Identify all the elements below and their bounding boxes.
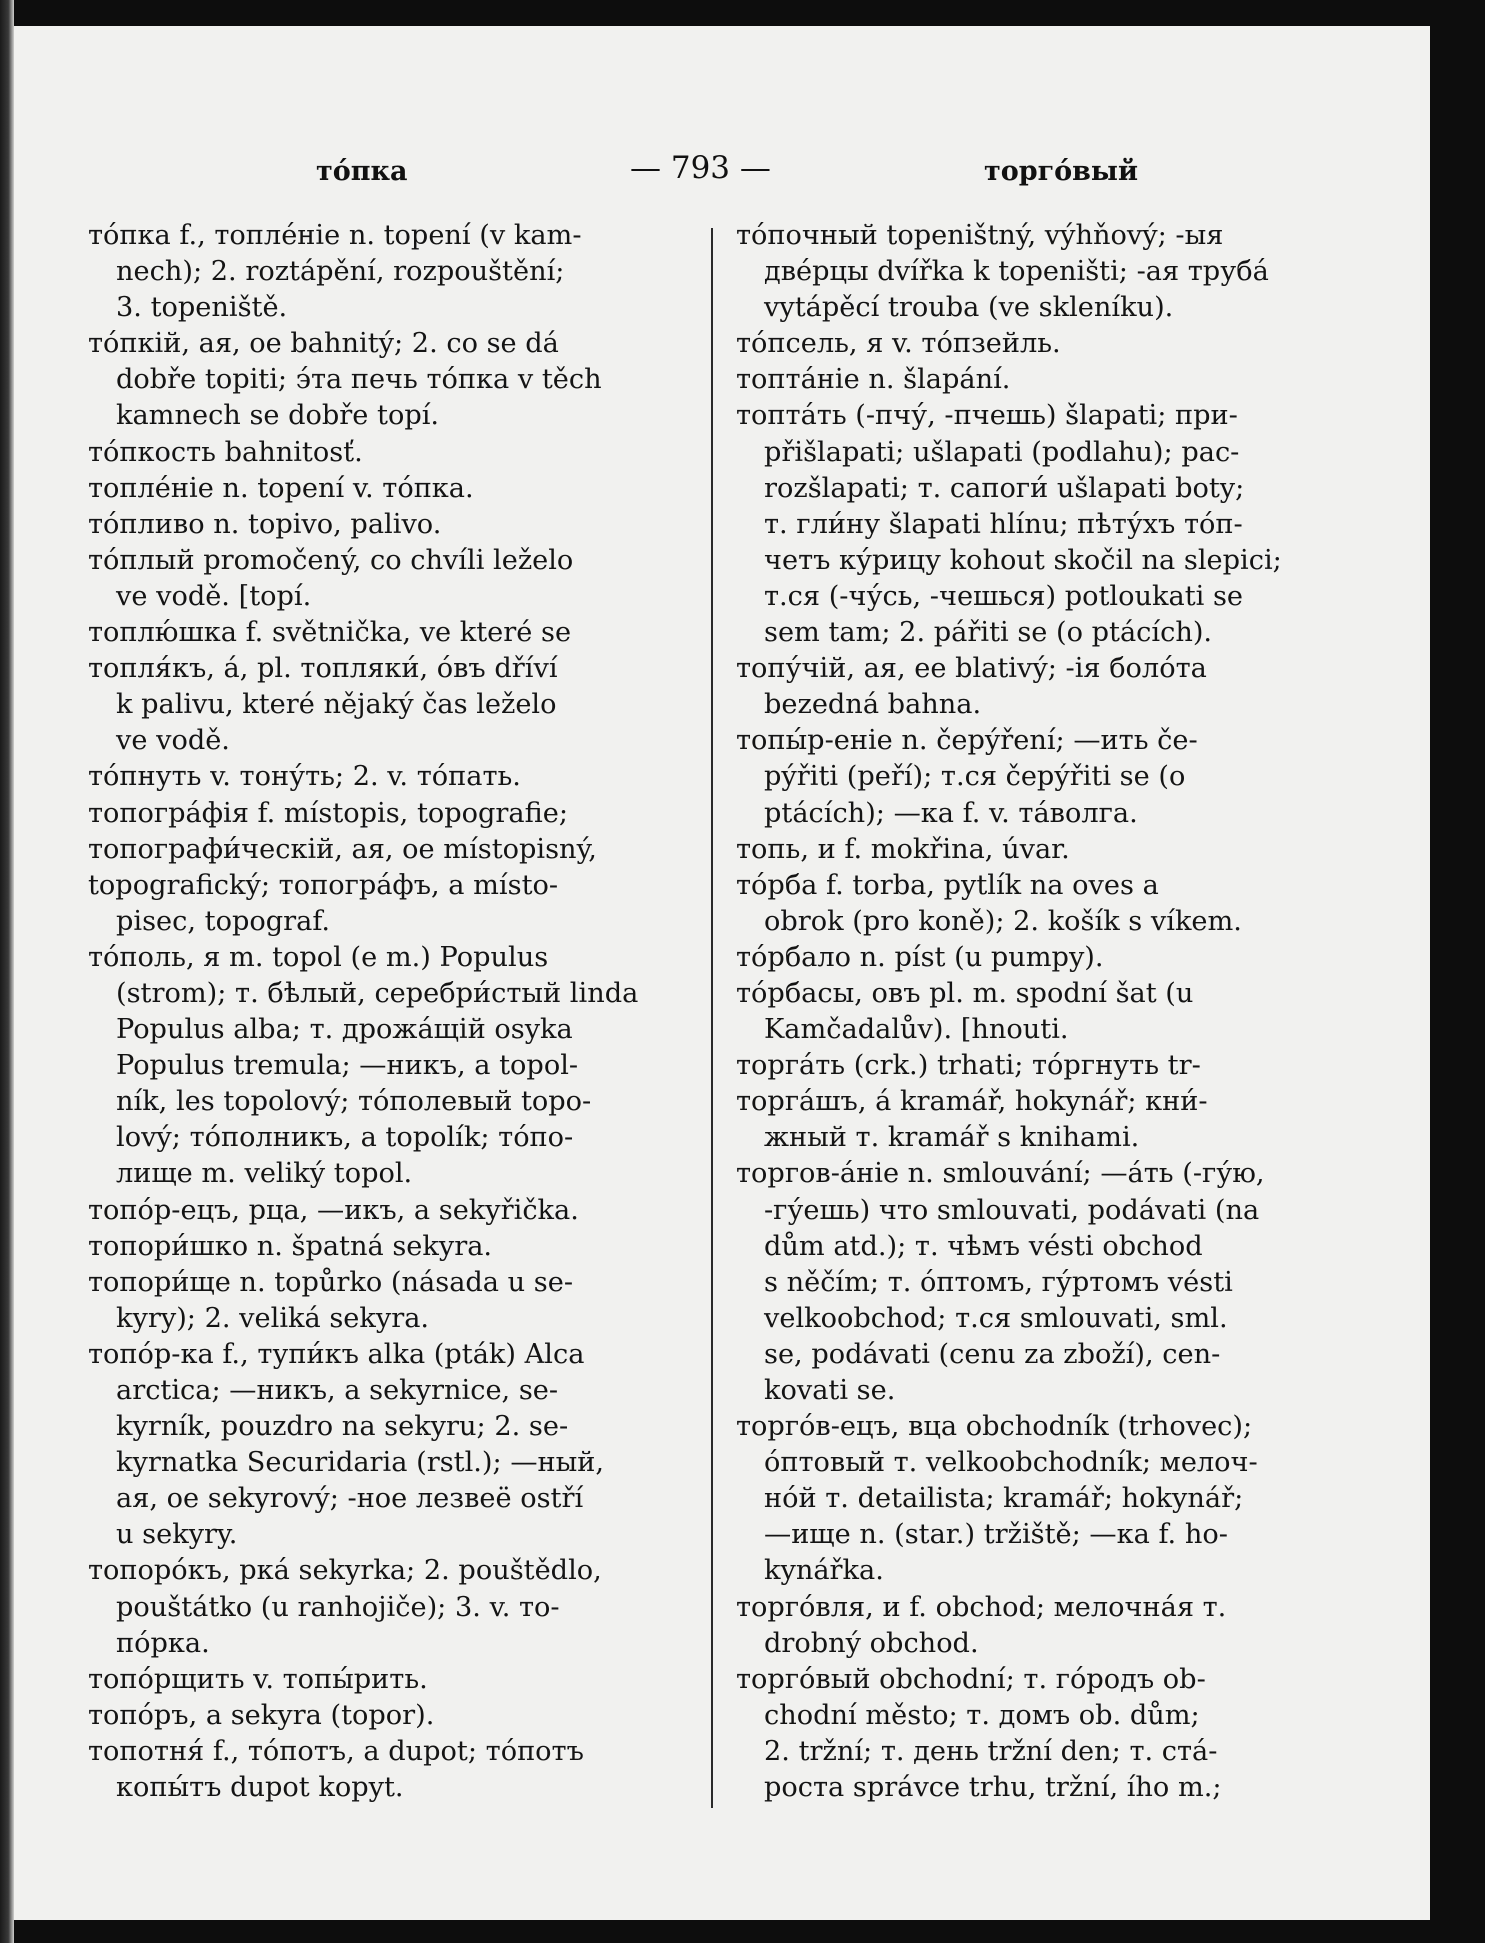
entry-headword-line: торго́вля, и f. obchod; мелочна́я т. xyxy=(736,1591,1227,1623)
entry-headword-line: то́пкій, ая, ое bahnitý; 2. co se dá xyxy=(88,328,559,360)
entry-continuation-line: Populus tremula; —никъ, a topol- xyxy=(116,1050,579,1082)
entry-headword-line: топта́ть (-пчу́, -пчешь) šlapati; при- xyxy=(736,400,1238,432)
entry-continuation-line: přišlapati; ušlapati (podlahu); рас- xyxy=(764,436,1240,468)
entry-continuation-line: две́рцы dvířka k topeništi; -ая труба́ xyxy=(764,256,1269,288)
entry-headword-line: топогра́фія f. místopis, topografie; xyxy=(88,797,569,829)
entry-continuation-line: pisec, topograf. xyxy=(116,905,331,937)
entry-headword-line: торга́шъ, á kramář, hokynář; кни́- xyxy=(736,1086,1208,1118)
entry-headword-line: топо́ръ, a sekyra (topor). xyxy=(88,1699,435,1731)
entry-continuation-line: pýřiti (peří); т.ся čepýřiti se (o xyxy=(764,761,1186,793)
entry-continuation-line: ník, les topolový; то́полевый topo- xyxy=(116,1086,592,1118)
entry-continuation-line: лище m. veliký topol. xyxy=(116,1158,413,1190)
entry-continuation-line: т.ся (-чу́сь, -чешься) potloukati se xyxy=(764,580,1243,612)
header-left-guide-word: то́пка xyxy=(316,156,408,187)
entry-continuation-line: se, podávati (cenu za zboží), cen- xyxy=(764,1338,1221,1370)
entry-continuation-line: obrok (pro koně); 2. košík s víkem. xyxy=(764,905,1242,937)
dictionary-page xyxy=(14,26,1430,1920)
entry-headword-line: топо́р-ка f., тупи́къ alka (pták) Alca xyxy=(88,1338,585,1370)
entry-continuation-line: s něčím; т. о́птомъ, гу́ртомъ vésti xyxy=(764,1266,1233,1298)
entry-continuation-line: velkoobchod; т.ся smlouvati, sml. xyxy=(764,1302,1228,1334)
entry-continuation-line: копы́тъ dupot kopyt. xyxy=(116,1772,404,1804)
entry-headword-line: то́рбало n. píst (u pumpy). xyxy=(736,941,1104,973)
entry-headword-line: топоро́къ, рка́ sekyrka; 2. pouštědlo, xyxy=(88,1555,602,1587)
entry-continuation-line: (strom); т. бѣлый, серебри́стый linda xyxy=(116,977,639,1009)
entry-headword-line: то́плый promočený, co chvíli leželo xyxy=(88,544,574,576)
entry-headword-line: то́почный topeništný, výhňový; -ыя xyxy=(736,220,1224,251)
entry-continuation-line: dům atd.); т. чѣмъ vésti obchod xyxy=(764,1230,1203,1262)
entry-continuation-line: ve vodě. xyxy=(116,725,230,757)
entry-headword-line: торго́в-ецъ, вца obchodník (trhovec); xyxy=(736,1411,1253,1443)
column-divider xyxy=(711,228,713,1808)
entry-continuation-line: четъ ку́рицу kohout skočil na slepici; xyxy=(764,544,1282,576)
entry-continuation-line: chodní město; т. домъ ob. dům; xyxy=(764,1699,1200,1731)
entry-continuation-line: rozšlapati; т. сапоги́ ušlapati boty; xyxy=(764,472,1245,504)
entry-continuation-line: kyry); 2. veliká sekyra. xyxy=(116,1302,430,1334)
entry-headword-line: торга́ть (crk.) trhati; то́ргнуть tr- xyxy=(736,1050,1201,1082)
entry-continuation-line: по́рка. xyxy=(116,1627,210,1659)
entry-headword-line: топлю́шка f. světnička, ve které se xyxy=(88,617,572,649)
entry-headword-line: топу́чій, ая, ее blativý; -ія боло́та xyxy=(736,653,1207,685)
entry-continuation-line: т. гли́ну šlapati hlínu; пѣту́хъ то́п- xyxy=(764,508,1243,540)
entry-headword-line: то́рба f. torba, pytlík na oves a xyxy=(736,869,1159,901)
entry-headword-line: топотня́ f., то́потъ, a dupot; то́потъ xyxy=(88,1735,584,1767)
entry-continuation-line: ve vodě. [topí. xyxy=(116,580,312,612)
entry-continuation-line: kyrnatka Securidaria (rstl.); —ный, xyxy=(116,1447,605,1479)
entry-continuation-line: Kamčadalův). [hnouti. xyxy=(764,1014,1069,1046)
header-right-guide-word: торго́вый xyxy=(984,156,1139,187)
entry-continuation-line: -гу́ешь) что smlouvati, podávati (na xyxy=(764,1194,1260,1226)
entry-headword-line: topografický; топогра́фъ, a místo- xyxy=(88,869,559,901)
entry-continuation-line: но́й т. detailista; kramář; hokynář; xyxy=(764,1483,1244,1515)
entry-headword-line: топори́ще n. topůrko (násada u se- xyxy=(88,1266,574,1298)
entry-headword-line: торгов-а́ніе n. smlouvání; —а́ть (-гу́ю, xyxy=(736,1158,1265,1190)
entry-continuation-line: nech); 2. roztápění, rozpouštění; xyxy=(116,256,565,288)
entry-continuation-line: Populus alba; т. дрожа́щій osyka xyxy=(116,1014,573,1046)
page-number: — 793 — xyxy=(630,150,771,186)
entry-headword-line: торго́вый obchodní; т. го́родъ ob- xyxy=(736,1663,1206,1695)
entry-continuation-line: u sekyry. xyxy=(116,1519,238,1551)
entry-continuation-line: dobře topiti; э́та печь то́пка v těch xyxy=(116,364,602,396)
entry-continuation-line: kyrník, pouzdro na sekyru; 2. se- xyxy=(116,1411,569,1443)
right-column xyxy=(736,218,1346,1806)
entry-continuation-line: vytápěcí trouba (ve skleníku). xyxy=(764,292,1174,324)
entry-continuation-line: arctica; —никъ, a sekyrnice, se- xyxy=(116,1375,559,1406)
page-header xyxy=(14,138,1430,198)
entry-headword-line: то́псель, я v. то́пзейль. xyxy=(736,328,1061,360)
entry-headword-line: топта́ніе n. šlapání. xyxy=(736,364,1011,396)
entry-continuation-line: роста správce trhu, tržní, ího m.; xyxy=(764,1772,1222,1804)
entry-continuation-line: sem tam; 2. pářiti se (o ptácích). xyxy=(764,617,1213,649)
entry-continuation-line: kamnech se dobře topí. xyxy=(116,400,440,432)
entry-headword-line: то́пливо n. topivo, palivo. xyxy=(88,508,442,540)
entry-headword-line: топо́рщить v. топы́рить. xyxy=(88,1663,428,1695)
entry-continuation-line: pouštátko (u ranhojiče); 3. v. то- xyxy=(116,1591,560,1623)
entry-headword-line: то́пка f., топле́ніе n. topení (v kam- xyxy=(88,220,582,251)
entry-continuation-line: bezedná bahna. xyxy=(764,689,982,721)
entry-continuation-line: drobný obchod. xyxy=(764,1627,979,1659)
entry-headword-line: то́пнуть v. тону́ть; 2. v. то́пать. xyxy=(88,761,521,793)
entry-continuation-line: о́птовый т. velkoobchodník; мелоч- xyxy=(764,1447,1258,1479)
entry-headword-line: топле́ніе n. topení v. то́пка. xyxy=(88,472,474,504)
entry-continuation-line: ptácích); —ка f. v. та́волга. xyxy=(764,797,1138,829)
entry-headword-line: топо́р-ецъ, рца, —икъ, a sekyřička. xyxy=(88,1194,579,1226)
entry-headword-line: то́рбасы, овъ pl. m. spodní šat (u xyxy=(736,977,1194,1009)
entry-headword-line: топь, и f. mokřina, úvar. xyxy=(736,833,1070,865)
entry-continuation-line: 2. tržní; т. день tržní den; т. ста́- xyxy=(764,1735,1218,1767)
entry-headword-line: топографи́ческій, ая, ое místopisný, xyxy=(88,833,597,865)
entry-continuation-line: жный т. kramář s knihami. xyxy=(764,1122,1140,1154)
left-column xyxy=(88,218,694,1806)
entry-continuation-line: —ище n. (star.) tržiště; —ка f. ho- xyxy=(764,1519,1228,1551)
entry-headword-line: топори́шко n. špatná sekyra. xyxy=(88,1230,493,1262)
entry-headword-line: то́пкость bahnitosť. xyxy=(88,436,363,468)
entry-continuation-line: kovati se. xyxy=(764,1375,896,1406)
entry-headword-line: то́поль, я m. topol (e m.) Populus xyxy=(88,941,549,973)
entry-continuation-line: ая, ое sekyrový; -ное лезвеё ostří xyxy=(116,1483,584,1515)
entry-headword-line: топы́р-еніе n. čepýření; —ить če- xyxy=(736,725,1198,757)
entry-continuation-line: lový; то́полникъ, a topolík; то́по- xyxy=(116,1122,574,1154)
page-edge-shadow xyxy=(0,0,14,1943)
entry-headword-line: топля́къ, á, pl. топляки́, о́въ dříví xyxy=(88,653,558,685)
entry-continuation-line: 3. topeniště. xyxy=(116,292,288,324)
entry-continuation-line: kynářka. xyxy=(764,1555,884,1587)
entry-continuation-line: k palivu, které nějaký čas leželo xyxy=(116,689,557,721)
